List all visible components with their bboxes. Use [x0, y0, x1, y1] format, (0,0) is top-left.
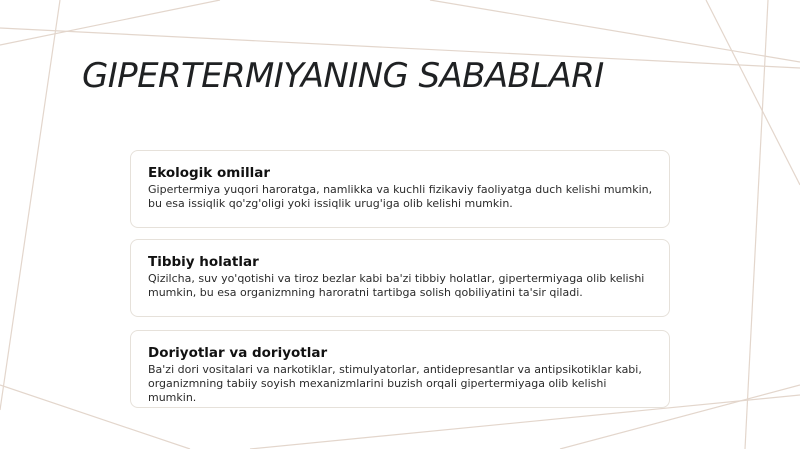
card-text: Ba'zi dori vositalari va narkotiklar, stimulyatorlar, antidepresantlar va antipsikotiklar kabi, organizmning tabiiy soyish mexanizmlarini buzish orqali gipertermiyaga olib kelishi mumkin. — [148, 363, 642, 404]
cause-card-drugs — [130, 330, 670, 408]
card-heading: Ekologik omillar — [148, 165, 270, 181]
card-heading: Doriyotlar va doriyotlar — [148, 345, 328, 361]
card-heading: Tibbiy holatlar — [148, 254, 259, 270]
cause-card-ecological — [130, 150, 670, 228]
card-text: Qizilcha, suv yo'qotishi va tiroz bezlar kabi ba'zi tibbiy holatlar, gipertermiyaga olib kelishi mumkin, bu esa organizmning haroratni tartibga solish qobiliyatini ta'sir qiladi. — [148, 272, 645, 299]
slide-title: GIPERTERMIYANING SABABLARI — [82, 56, 604, 96]
cause-card-medical — [130, 239, 670, 317]
card-text: Gipertermiya yuqori haroratga, namlikka va kuchli fizikaviy faoliyatga duch kelishi mumkin, bu esa issiqlik qo'zg'oligi yoki issiqlik urug'iga olib kelishi mumkin. — [148, 183, 653, 210]
